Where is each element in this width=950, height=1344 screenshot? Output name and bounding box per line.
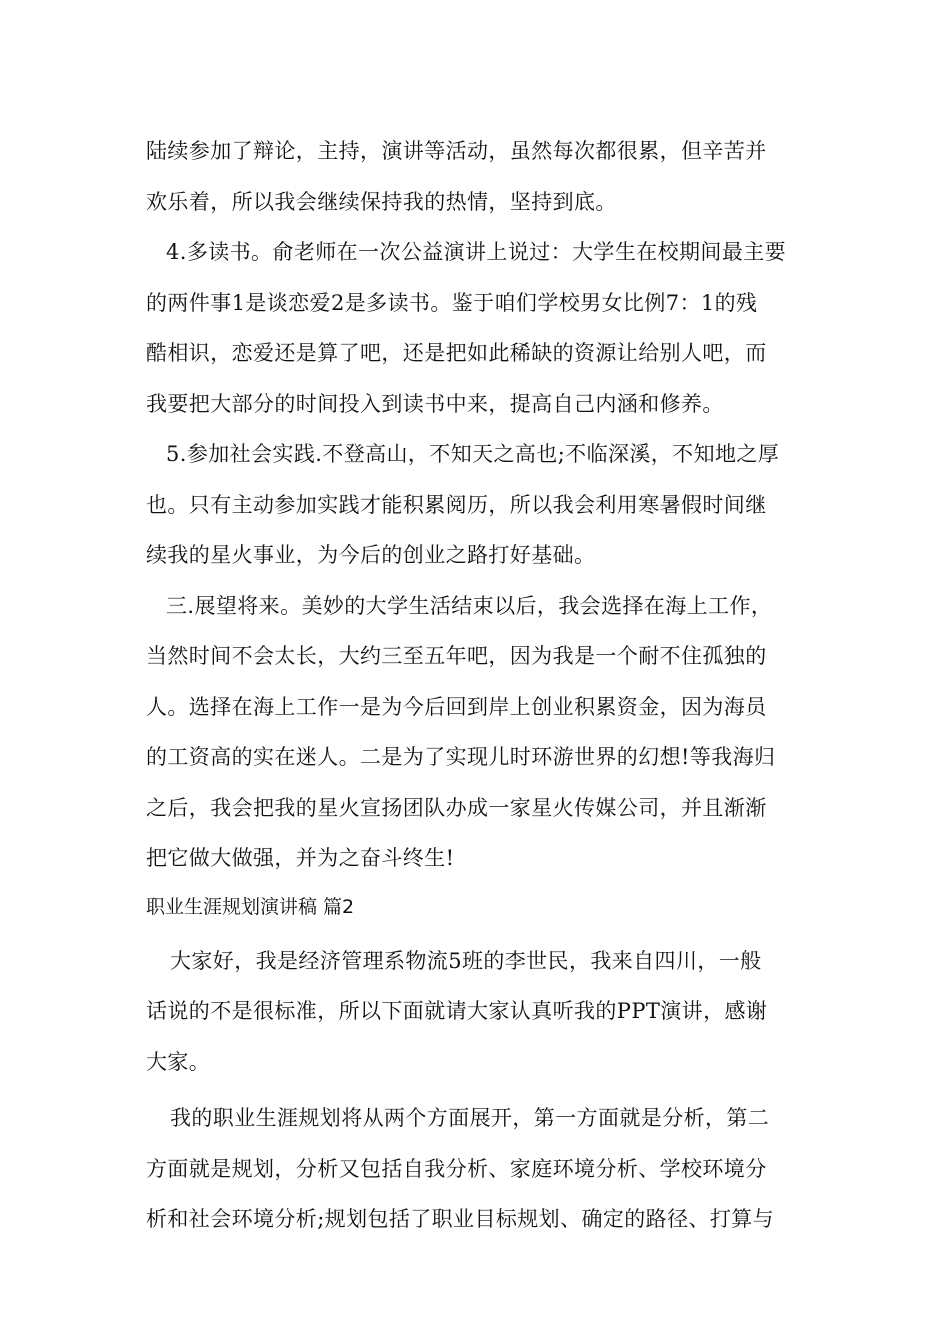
text-line: 我的职业生涯规划将从两个方面展开，第一方面就是分析，第二	[170, 1106, 770, 1130]
text-line: 把它做大做强，并为之奋斗终生!	[146, 846, 455, 870]
text-line: 大家。	[146, 1049, 211, 1074]
text-line: 我要把大部分的时间投入到读书中来，提高自己内涵和修养。	[146, 391, 724, 416]
text-line: 续我的星火事业，为今后的创业之路打好基础。	[146, 543, 596, 567]
text-line: 人。选择在海上工作一是为今后回到岸上创业积累资金，因为海员	[146, 694, 767, 719]
document-body	[146, 126, 810, 1245]
text-line: 的工资高的实在迷人。二是为了实现儿时环游世界的幻想!等我海归	[146, 745, 776, 769]
text-line: 的两件事1是谈恋爱2是多读书。鉴于咱们学校男女比例7：1的残	[146, 290, 758, 315]
text-line: 三.展望将来。美妙的大学生活结束以后，我会选择在海上工作，	[166, 593, 773, 618]
text-line: 酷相识，恋爱还是算了吧，还是把如此稀缺的资源让给别人吧，而	[146, 341, 767, 365]
text-line: 也。只有主动参加实践才能积累阅历，所以我会利用寒暑假时间继	[146, 492, 767, 517]
text-line: 陆续参加了辩论，主持，演讲等活动，虽然每次都很累，但辛苦并	[146, 139, 767, 163]
text-line: 当然时间不会太长，大约三至五年吧，因为我是一个耐不住孤独的	[146, 644, 767, 668]
section-heading: 职业生涯规划演讲稿 篇2	[146, 895, 355, 918]
text-line: 方面就是规划，分析又包括自我分析、家庭环境分析、学校环境分	[146, 1156, 767, 1181]
text-line: 欢乐着，所以我会继续保持我的热情，坚持到底。	[146, 189, 617, 214]
text-line: 析和社会环境分析;规划包括了职业目标规划、确定的路径、打算与	[146, 1207, 775, 1231]
text-line: 之后，我会把我的星火宣扬团队办成一家星火传媒公司，并且渐渐	[146, 795, 767, 820]
text-line: 大家好，我是经济管理系物流5班的李世民，我来自四川，一般	[170, 948, 762, 973]
text-line: 话说的不是很标准，所以下面就请大家认真听我的PPT演讲，感谢	[146, 999, 768, 1023]
text-line: 5.参加社会实践.不登高山，不知天之高也;不临深溪，不知地之厚	[166, 442, 780, 466]
text-line: 4.多读书。俞老师在一次公益演讲上说过：大学生在校期间最主要	[166, 240, 787, 264]
